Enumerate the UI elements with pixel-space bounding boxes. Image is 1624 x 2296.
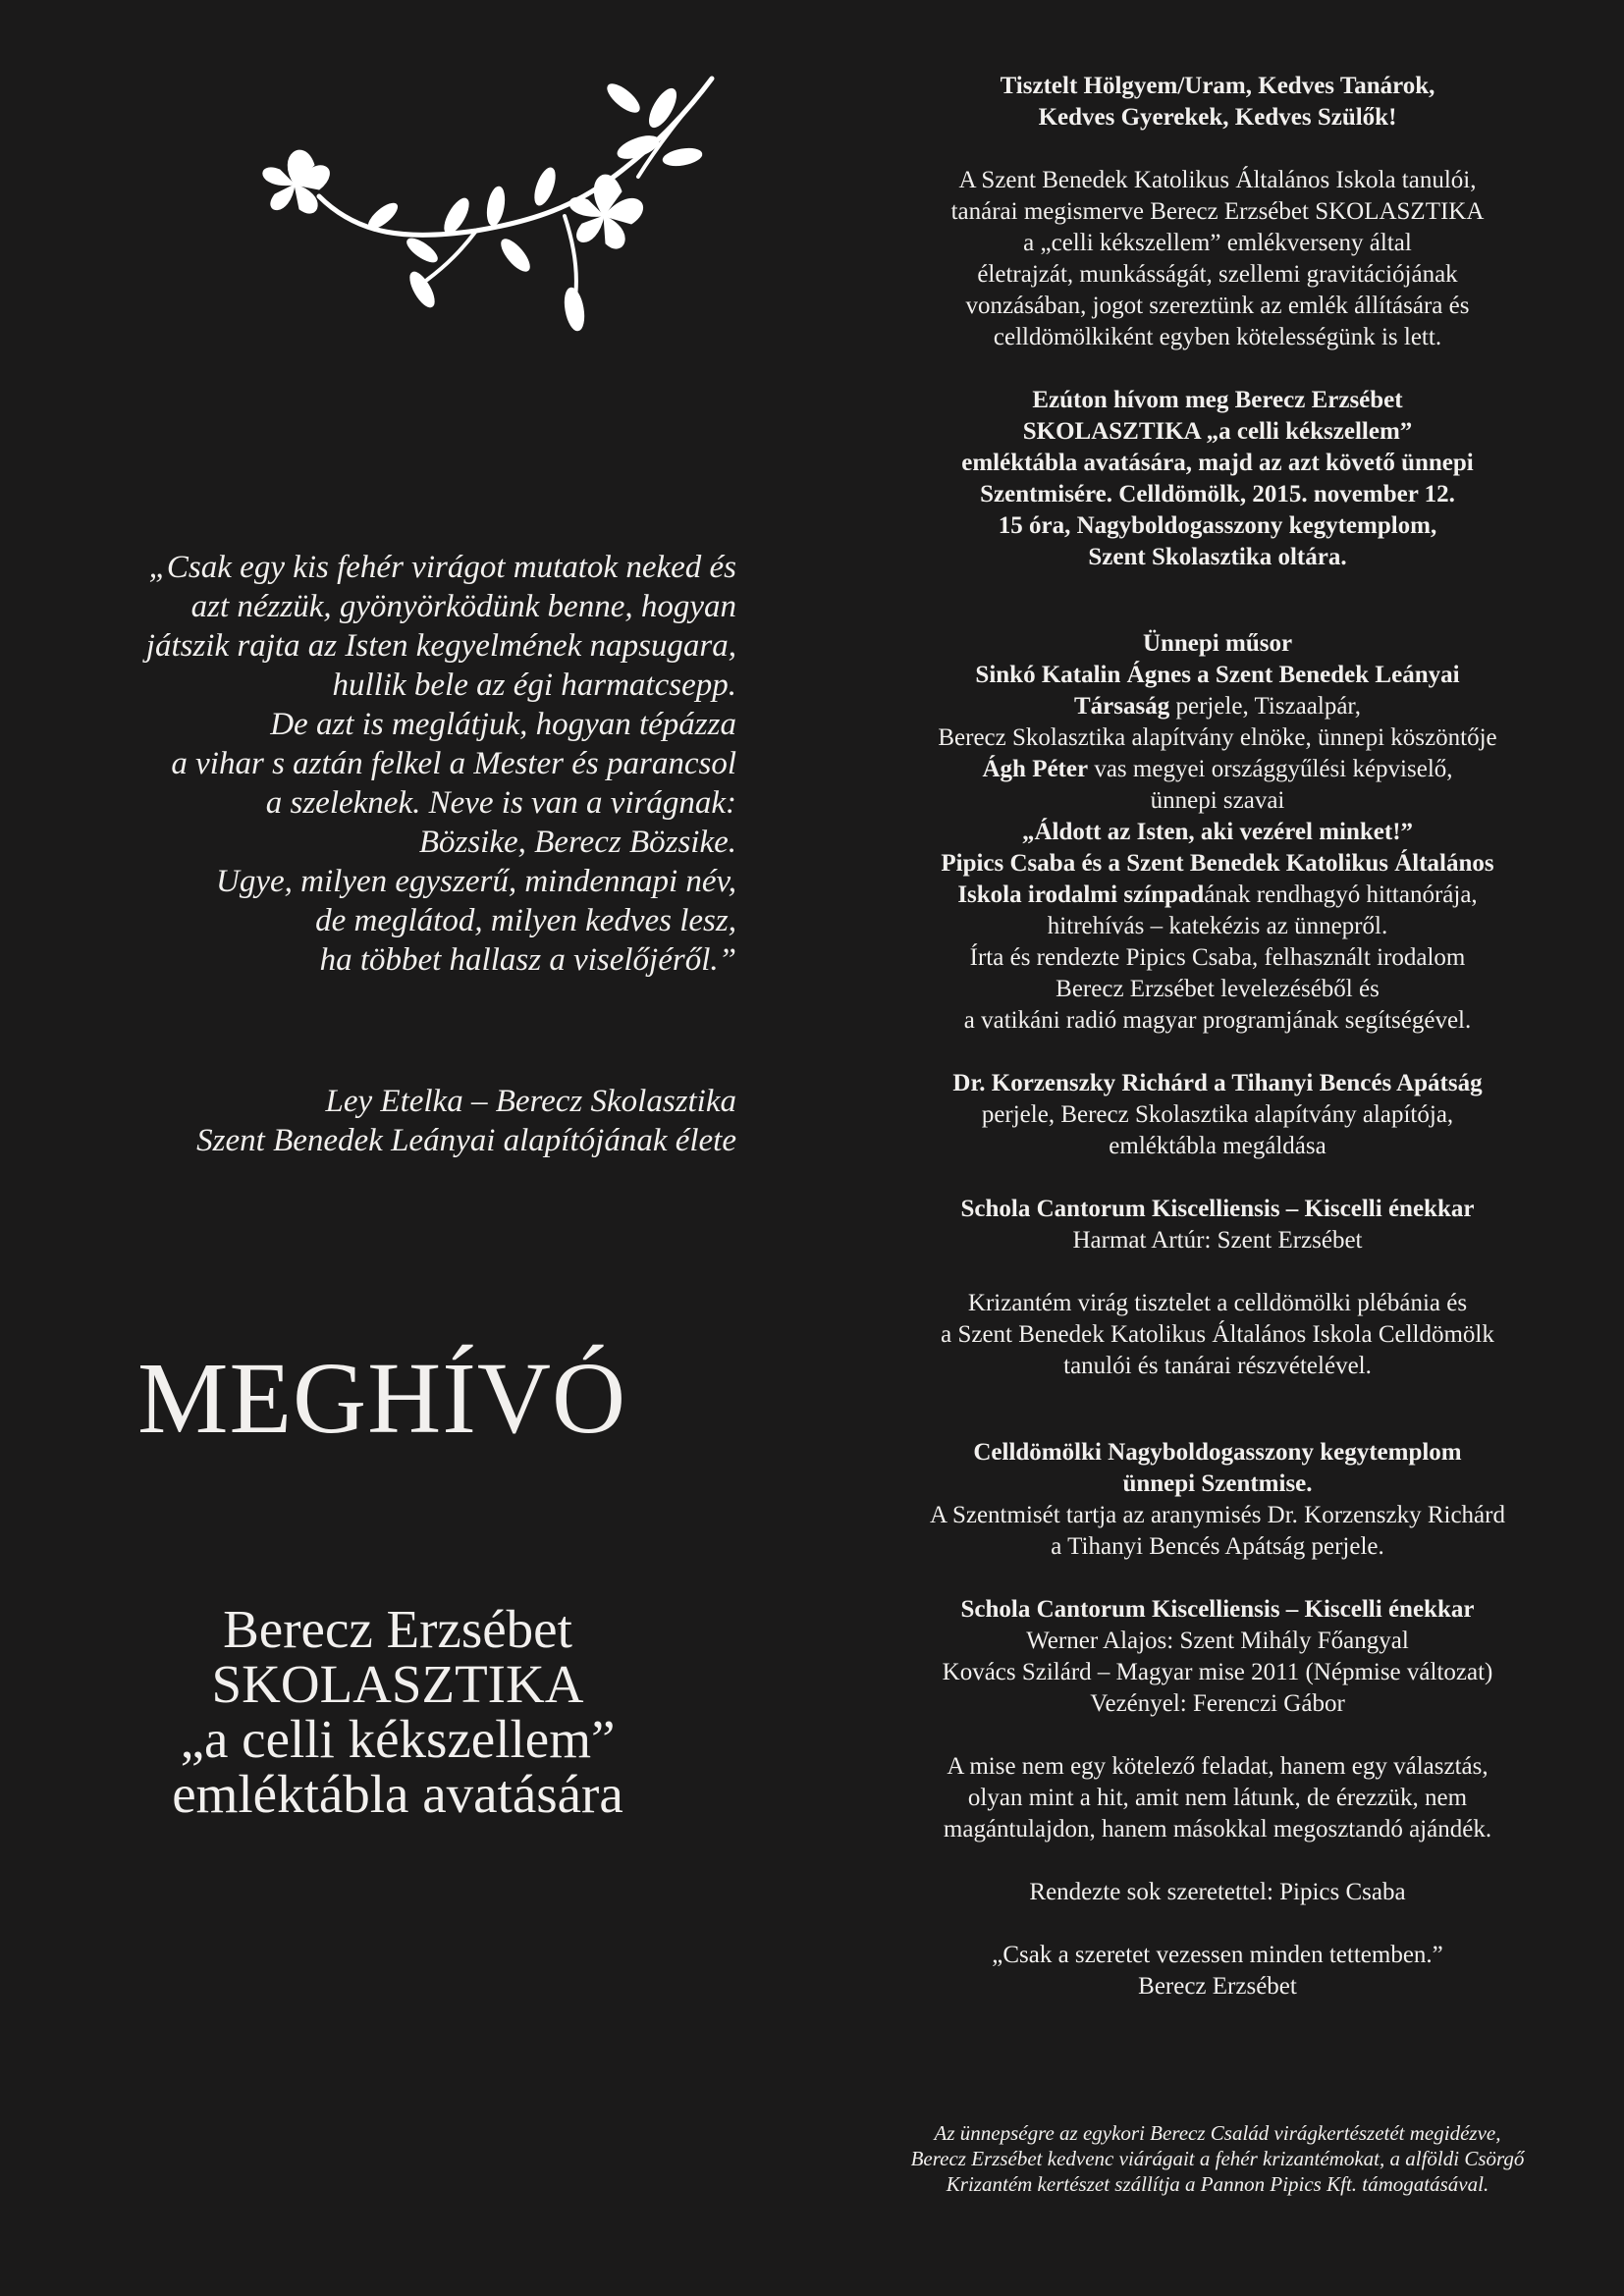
program-item-4-bold: Dr. Korzenszky Richárd a Tihanyi Bencés Apátság	[952, 1070, 1483, 1096]
choir-title: Schola Cantorum Kiscelliensis – Kiscelli énekkar	[960, 1596, 1475, 1623]
quote-block	[29, 548, 736, 980]
greeting-line: Kedves Gyerekek, Kedves Szülők!	[1038, 104, 1397, 131]
program-item-1-text: perjele, Tiszaalpár,	[1169, 693, 1361, 720]
mass-title: ünnepi Szentmise.	[1122, 1470, 1313, 1497]
choir-text: Werner Alajos: Szent Mihály Főangyal	[1026, 1628, 1409, 1654]
intro-line: A Szent Benedek Katolikus Általános Iskola tanulói,	[958, 167, 1477, 193]
program-item-4-text: perjele, Berecz Skolasztika alapítvány alapítója,	[981, 1101, 1454, 1128]
quote-line: „Csak egy kis fehér virágot mutatok neked és	[148, 550, 736, 585]
choir-section	[879, 1594, 1556, 1720]
quote-line: azt nézzük, gyönyörködünk benne, hogyan	[190, 589, 736, 624]
quote-line: ha többet hallasz a viselőjéről.”	[319, 942, 736, 978]
program-item-3-text: Írta és rendezte Pipics Csaba, felhasznált irodalom	[969, 944, 1466, 971]
program-item-1-text: Berecz Skolasztika alapítvány elnöke, ünnepi köszöntője	[938, 724, 1497, 751]
intro-line: a „celli kékszellem” emlékverseny által	[1023, 230, 1412, 256]
thought-line: magántulajdon, hanem másokkal megosztandó ajándék.	[943, 1816, 1492, 1842]
footnote-line: Az ünnepségre az egykori Berecz Család virágkertészetét megidézve,	[934, 2121, 1501, 2145]
organizer	[879, 1877, 1556, 1908]
flower-branch-illustration	[250, 69, 722, 344]
subject-name: Berecz Erzsébet	[223, 1599, 572, 1659]
thought-line: olyan mint a hit, amit nem látunk, de érezzük, nem	[967, 1785, 1468, 1811]
quote-line: hullik bele az égi harmatcsepp.	[332, 667, 736, 703]
program-item-4-text: emléktábla megáldása	[1109, 1133, 1326, 1159]
invitation-line: Ezúton hívom meg Berecz Erzsébet	[1032, 387, 1403, 413]
choir-text: Vezényel: Ferenczi Gábor	[1090, 1690, 1345, 1717]
quote-line: De azt is meglátjuk, hogyan tépázza	[270, 707, 736, 742]
footnote	[879, 2120, 1556, 2197]
program-item-3-bold: Pipics Csaba és a Szent Benedek Katolikus Általános	[941, 850, 1494, 877]
closing-quote-author: Berecz Erzsébet	[1138, 1973, 1297, 2000]
closing-quote	[879, 1940, 1556, 2002]
subject-event: emléktábla avatására	[172, 1764, 623, 1824]
program-item-1	[879, 691, 1556, 722]
quote-source-title: Szent Benedek Leányai alapítójának élete	[196, 1123, 736, 1158]
invitation-line: SKOLASZTIKA „a celli kékszellem”	[1022, 418, 1413, 445]
invitation-line: 15 óra, Nagyboldogasszony kegytemplom,	[998, 512, 1437, 539]
quote-line: a vihar s aztán felkel a Mester és parancsol	[171, 746, 736, 781]
quote-source-author: Ley Etelka – Berecz Skolasztika	[325, 1084, 736, 1119]
page-title: MEGHÍVÓ	[137, 1342, 627, 1455]
program-item-6	[879, 1288, 1556, 1382]
program-item-4	[879, 1068, 1556, 1162]
program-item-3-text: Berecz Erzsébet levelezéséből és	[1056, 976, 1380, 1002]
quote-line: játszik rajta az Isten kegyelmének napsugara,	[145, 628, 736, 664]
program-item-6-text: a Szent Benedek Katolikus Általános Iskola Celldömölk	[941, 1321, 1494, 1348]
closing-quote-text: „Csak a szeretet vezessen minden tettemben.”	[992, 1942, 1443, 1968]
event-subject	[108, 1599, 687, 1824]
invitation-paragraph	[879, 385, 1556, 573]
program-section	[879, 628, 1556, 1037]
intro-line: életrajzát, munkásságát, szellemi gravitációjának	[977, 261, 1458, 288]
intro-line: celldömölkiként egyben kötelességünk is lett.	[993, 324, 1442, 350]
quote-line: Ugye, milyen egyszerű, mindennapi név,	[216, 864, 736, 899]
organizer-text: Rendezte sok szeretettel: Pipics Csaba	[1029, 1879, 1406, 1905]
mass-title: Celldömölki Nagyboldogasszony kegytemplom	[973, 1439, 1462, 1466]
footnote-line: Krizantém kertészet szállítja a Pannon Pipics Kft. támogatásával.	[946, 2172, 1489, 2196]
program-item-6-text: tanulói és tanárai részvételével.	[1063, 1353, 1372, 1379]
program-item-3	[879, 880, 1556, 911]
program-item-3-text: hitrehívás – katekézis az ünnepről.	[1047, 913, 1388, 939]
thought-paragraph	[879, 1751, 1556, 1845]
program-item-5-bold: Schola Cantorum Kiscelliensis – Kiscelli énekkar	[960, 1196, 1475, 1222]
quote-line: de meglátod, milyen kedves lesz,	[315, 903, 736, 938]
program-title: Ünnepi műsor	[1142, 630, 1293, 657]
mass-section	[879, 1437, 1556, 1563]
intro-line: tanárai megismerve Berecz Erzsébet SKOLASZTIKA	[950, 198, 1485, 225]
quote-line: Bözsike, Berecz Bözsike.	[418, 825, 736, 860]
program-item-3-bold: „Áldott az Isten, aki vezérel minket!”	[1021, 819, 1414, 845]
subject-nickname: „a celli kékszellem”	[180, 1709, 616, 1769]
program-item-1-bold: Sinkó Katalin Ágnes a Szent Benedek Leányai	[975, 662, 1460, 688]
subject-surname: SKOLASZTIKA	[211, 1654, 584, 1714]
program-item-3-bold: Iskola irodalmi színpad	[957, 881, 1205, 908]
greeting-line: Tisztelt Hölgyem/Uram, Kedves Tanárok,	[1000, 73, 1435, 99]
program-item-2-text: ünnepi szavai	[1150, 787, 1285, 814]
mass-text: A Szentmisét tartja az aranymisés Dr. Korzenszky Richárd	[930, 1502, 1505, 1528]
program-item-1-bold: Társaság	[1073, 693, 1170, 720]
invitation-line: emléktábla avatására, majd az azt követő ünnepi	[961, 450, 1474, 476]
intro-paragraph	[879, 165, 1556, 353]
quote-line: a szeleknek. Neve is van a virágnak:	[265, 785, 736, 821]
program-item-6-text: Krizantém virág tisztelet a celldömölki plébánia és	[967, 1290, 1468, 1316]
program-item-2-bold: Ágh Péter	[982, 756, 1089, 782]
program-item-5-text: Harmat Artúr: Szent Erzsébet	[1072, 1227, 1363, 1254]
invitation-line: Szentmisére. Celldömölk, 2015. november 12.	[980, 481, 1455, 507]
program-item-1	[879, 660, 1556, 691]
quote-source	[29, 1082, 736, 1160]
program-item-2	[879, 754, 1556, 785]
program-item-3-text: ának rendhagyó hittanórája,	[1204, 881, 1478, 908]
intro-line: vonzásában, jogot szereztünk az emlék állítására és	[965, 293, 1470, 319]
right-column	[879, 71, 1556, 2034]
program-item-5	[879, 1194, 1556, 1256]
footnote-line: Berecz Erzsébet kedvenc viárágait a fehér krizantémokat, a alföldi Csörgő	[910, 2147, 1525, 2170]
program-item-3-text: a vatikáni radió magyar programjának segítségével.	[963, 1007, 1472, 1034]
mass-text: a Tihanyi Bencés Apátság perjele.	[1051, 1533, 1384, 1560]
greeting	[879, 71, 1556, 133]
program-item-2-text: vas megyei országgyűlési képviselő,	[1088, 756, 1453, 782]
choir-text: Kovács Szilárd – Magyar mise 2011 (Népmise változat)	[942, 1659, 1493, 1685]
left-column	[0, 0, 785, 2296]
invitation-line: Szent Skolasztika oltára.	[1088, 544, 1347, 570]
thought-line: A mise nem egy kötelező feladat, hanem egy választás,	[947, 1753, 1489, 1780]
